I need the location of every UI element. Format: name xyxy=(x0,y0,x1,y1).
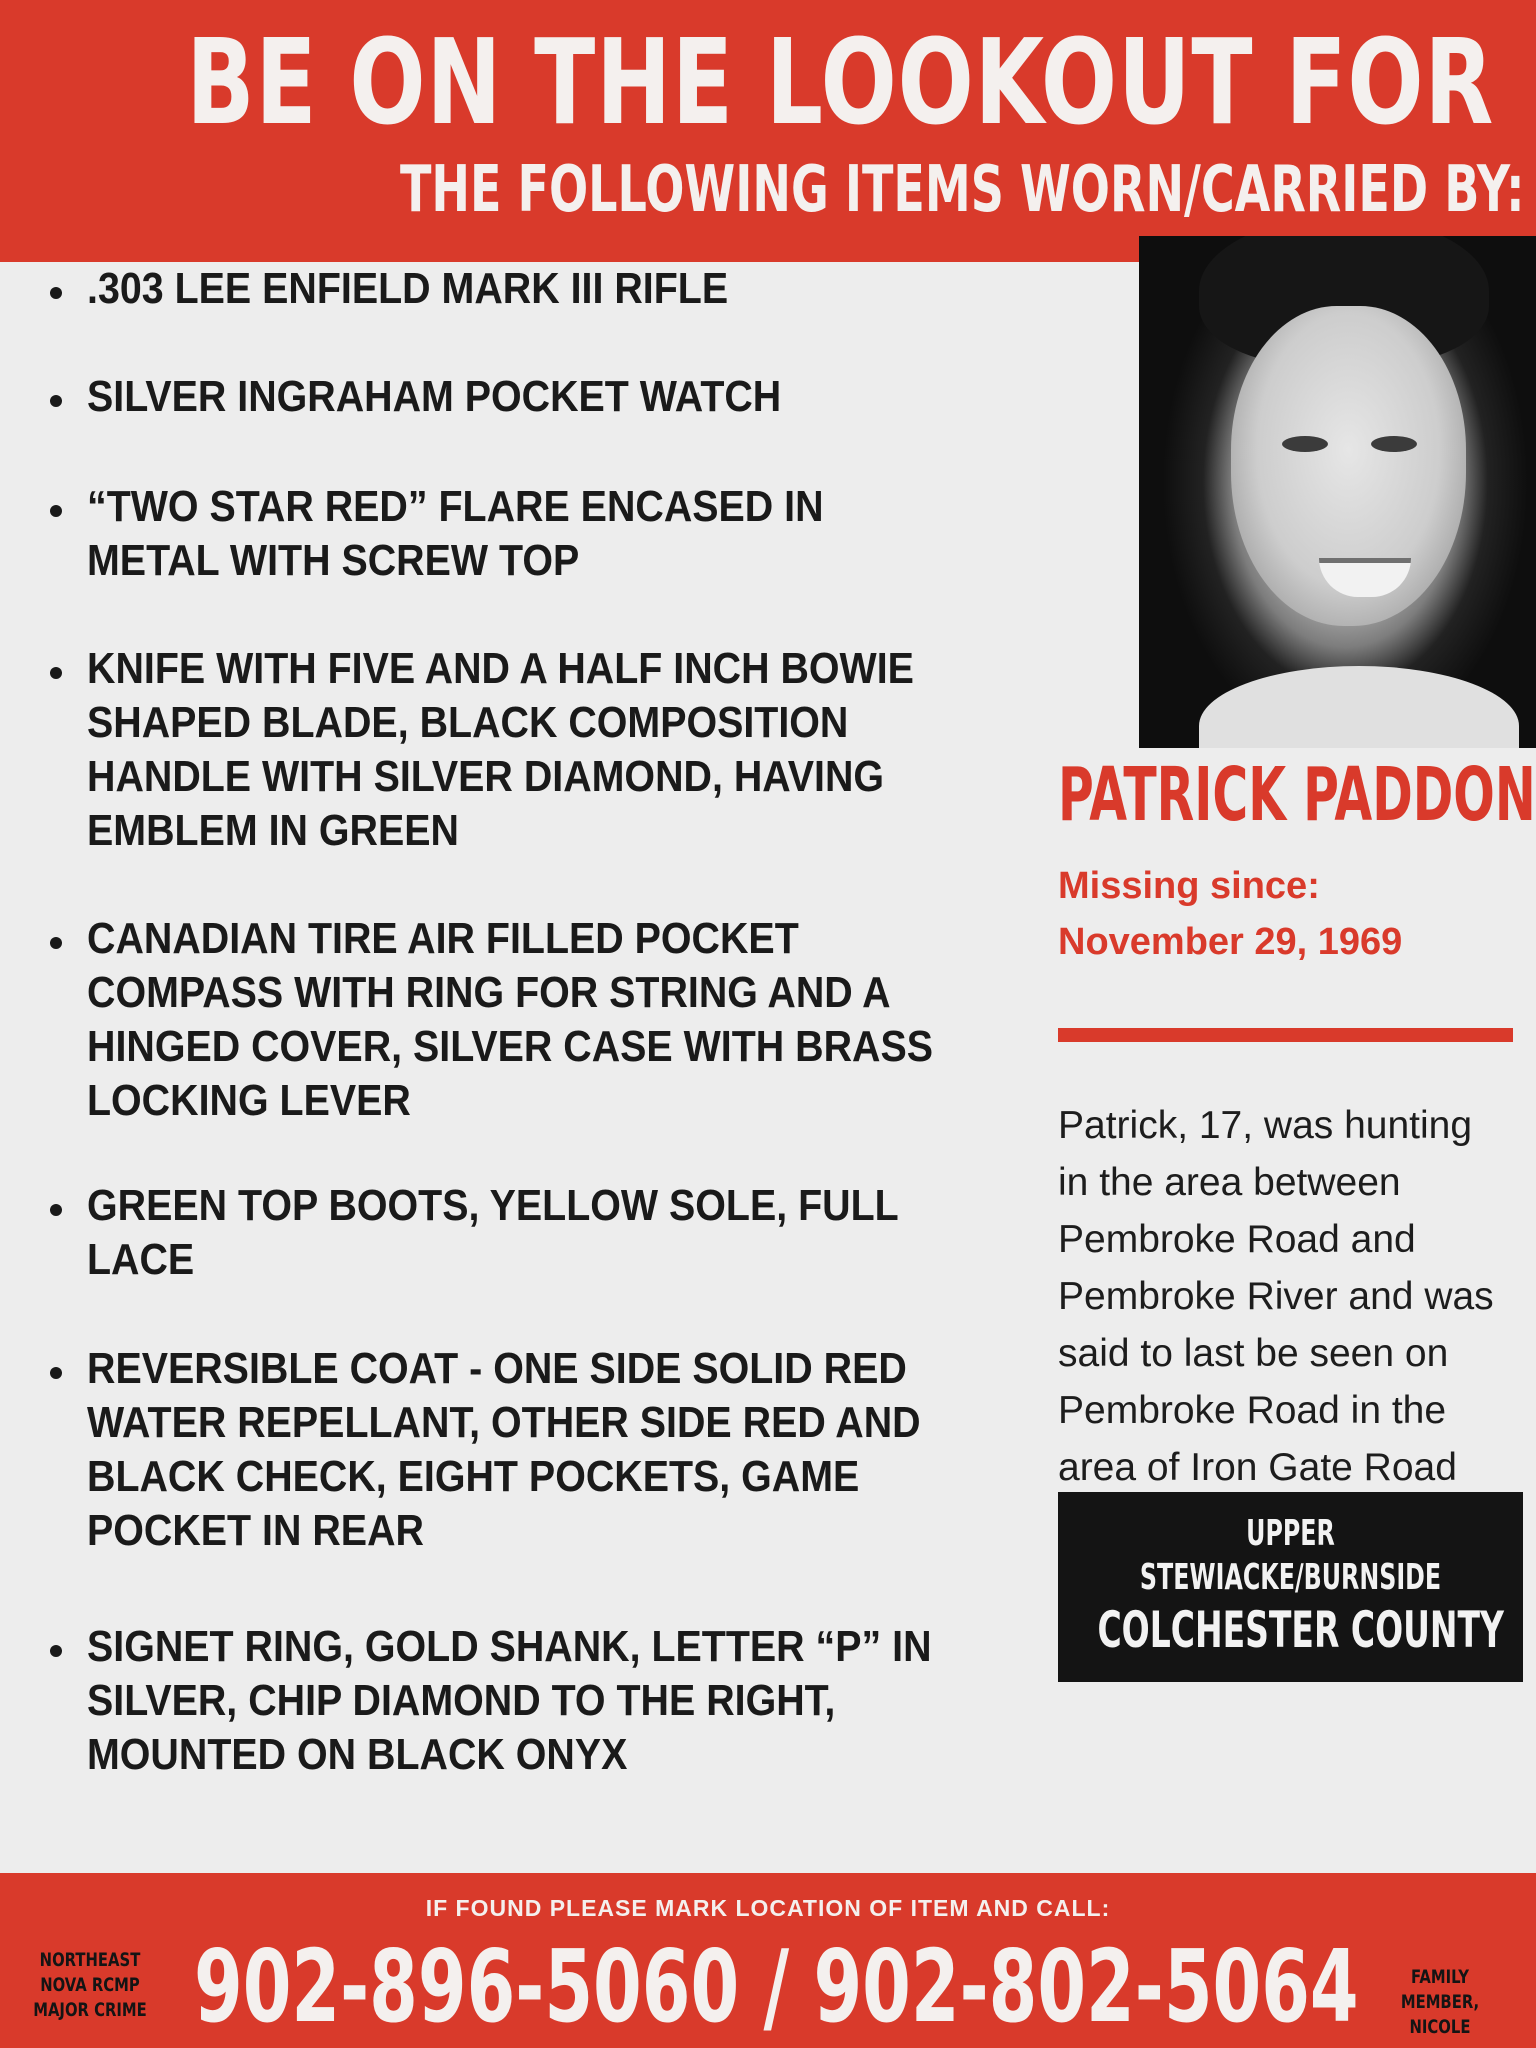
police-contact-label: NORTHEAST NOVA RCMP MAJOR CRIME xyxy=(33,1949,147,2021)
list-item-line: BLACK CHECK, EIGHT POCKETS, GAME xyxy=(87,1452,860,1501)
list-item-line: .303 LEE ENFIELD MARK III RIFLE xyxy=(87,264,729,313)
divider xyxy=(1058,1028,1513,1042)
bullet-icon xyxy=(50,1645,62,1657)
location-county: COLCHESTER COUNTY xyxy=(1097,1601,1504,1659)
missing-since-label: Missing since: xyxy=(1058,865,1320,907)
list-item-line: COMPASS WITH RING FOR STRING AND A xyxy=(87,968,891,1017)
footer-banner xyxy=(0,1873,1536,2048)
missing-since-date: November 29, 1969 xyxy=(1058,921,1403,963)
list-item-line: CANADIAN TIRE AIR FILLED POCKET xyxy=(87,914,799,963)
bullet-icon xyxy=(50,937,62,949)
footer-instruction: IF FOUND PLEASE MARK LOCATION OF ITEM AND CALL: xyxy=(425,1895,1111,1921)
list-item-line: SILVER INGRAHAM POCKET WATCH xyxy=(87,372,782,421)
list-item-line: HINGED COVER, SILVER CASE WITH BRASS xyxy=(87,1022,934,1071)
bullet-icon xyxy=(50,287,62,299)
location-line-2: STEWIACKE/BURNSIDE xyxy=(1139,1557,1442,1598)
list-item-line: LACE xyxy=(87,1235,195,1284)
photo-left-eye xyxy=(1282,436,1328,452)
location-box xyxy=(1058,1492,1523,1682)
list-item-line: SHAPED BLADE, BLACK COMPOSITION xyxy=(87,698,849,747)
list-item-line: “TWO STAR RED” FLARE ENCASED IN xyxy=(87,482,824,531)
list-item-line: SIGNET RING, GOLD SHANK, LETTER “P” IN xyxy=(87,1622,932,1671)
list-item-line: POCKET IN REAR xyxy=(87,1506,424,1555)
headline: BE ON THE LOOKOUT FOR xyxy=(186,13,1495,151)
list-item-line: HANDLE WITH SILVER DIAMOND, HAVING xyxy=(87,752,885,801)
location-line-1: UPPER xyxy=(1246,1513,1335,1554)
missing-person-photo xyxy=(1139,236,1536,748)
person-name: PATRICK PADDON xyxy=(1058,752,1536,838)
family-contact-label: FAMILY MEMBER, NICOLE xyxy=(1400,1966,1480,2038)
bullet-icon xyxy=(50,1204,62,1216)
list-item-line: GREEN TOP BOOTS, YELLOW SOLE, FULL xyxy=(87,1181,899,1230)
list-item-line: WATER REPELLANT, OTHER SIDE RED AND xyxy=(87,1398,921,1447)
photo-right-eye xyxy=(1371,436,1417,452)
subheadline: THE FOLLOWING ITEMS WORN/CARRIED BY: xyxy=(400,153,1525,227)
bullet-icon xyxy=(50,395,62,407)
list-item-line: SILVER, CHIP DIAMOND TO THE RIGHT, xyxy=(87,1676,836,1725)
bullet-icon xyxy=(50,505,62,517)
list-item-line: MOUNTED ON BLACK ONYX xyxy=(87,1730,628,1779)
list-item-line: METAL WITH SCREW TOP xyxy=(87,536,580,585)
photo-collar xyxy=(1199,666,1519,748)
bullet-icon xyxy=(50,1367,62,1379)
list-item-line: KNIFE WITH FIVE AND A HALF INCH BOWIE xyxy=(87,644,914,693)
person-description: Patrick, 17, was hunting in the area between Pembroke Road and Pembroke River and was said to last be seen on Pembroke Road in the area of Iron Gate Road xyxy=(1058,1104,1494,1489)
phone-numbers: 902-896-5060 / 902-802-5064 xyxy=(194,1928,1359,2045)
list-item-line: EMBLEM IN GREEN xyxy=(87,806,459,855)
list-item-line: LOCKING LEVER xyxy=(87,1076,411,1125)
missing-since xyxy=(1058,858,1402,970)
list-item-line: REVERSIBLE COAT - ONE SIDE SOLID RED xyxy=(87,1344,907,1393)
bullet-icon xyxy=(50,667,62,679)
